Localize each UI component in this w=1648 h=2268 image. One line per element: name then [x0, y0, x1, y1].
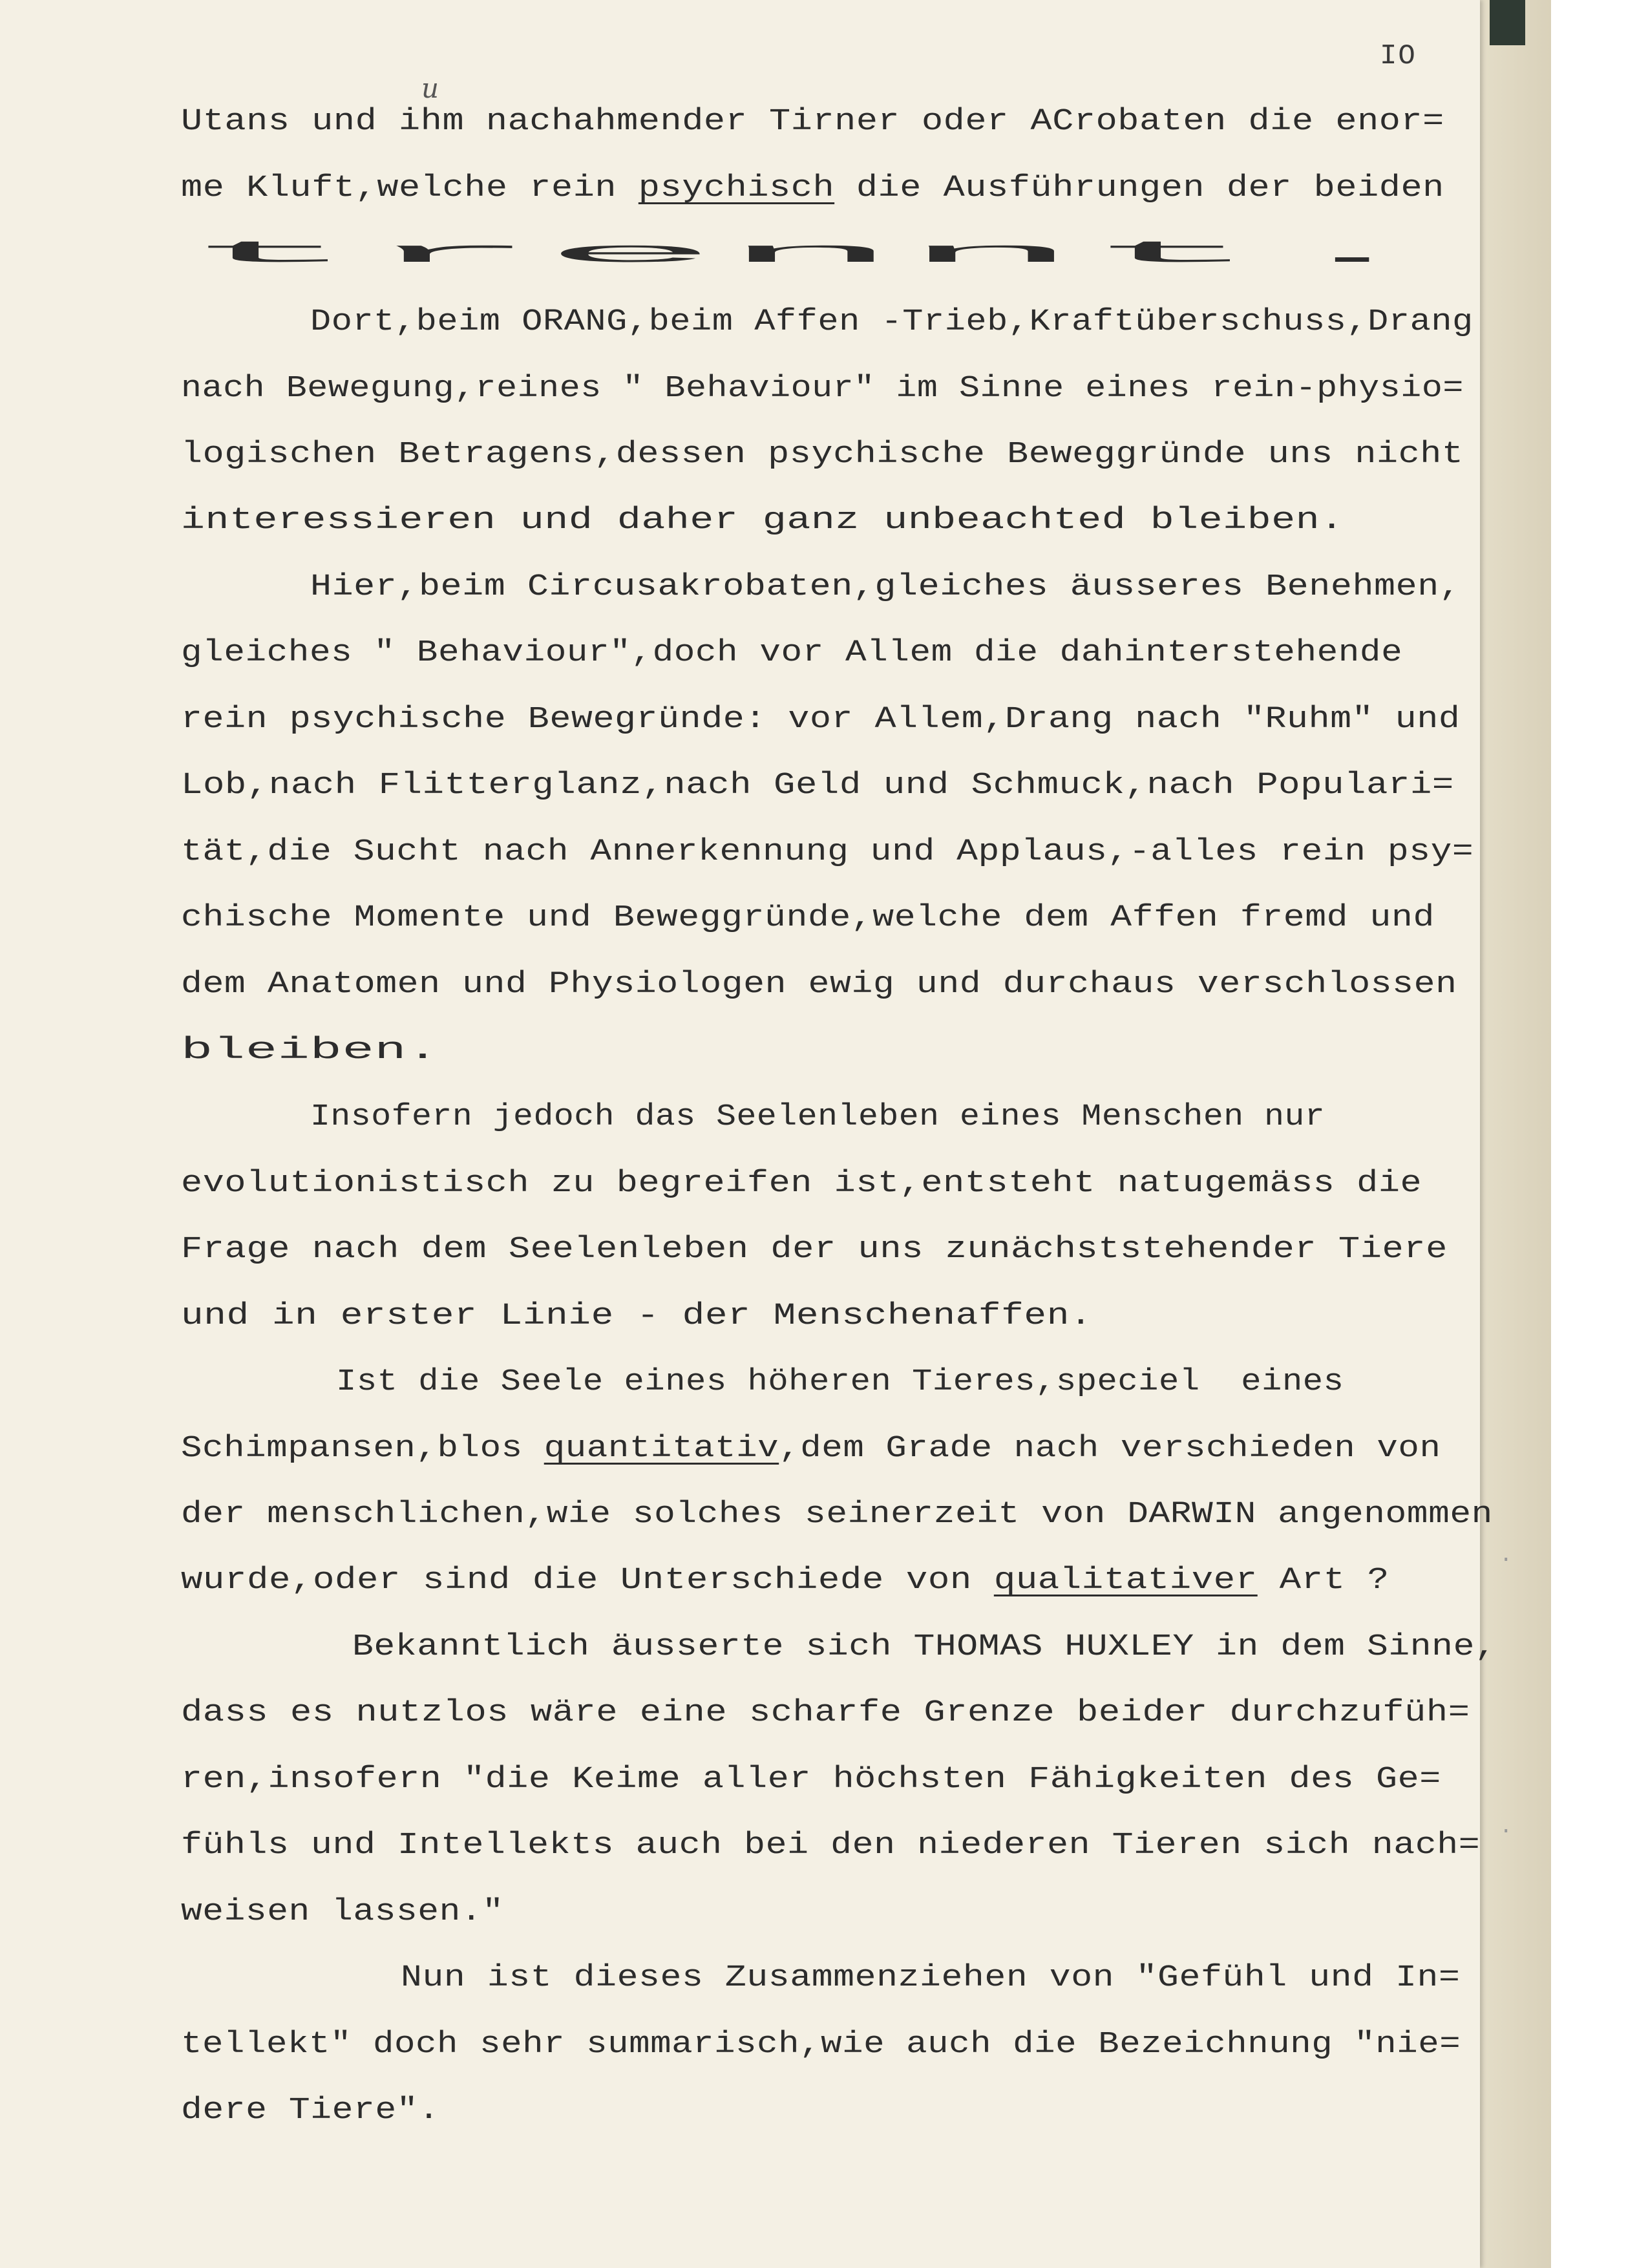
- text-line: Nun ist dieses Zusammenziehen von "Gefühl und In=: [401, 1961, 1461, 1995]
- text-segment: me Kluft,welche rein: [181, 171, 639, 206]
- text-line: rein psychische Bewegründe: vor Allem,Drang nach "Ruhm" und: [181, 703, 1461, 737]
- underlined-word: quantitativ: [544, 1432, 779, 1466]
- text-line: [181, 1565, 1389, 1596]
- text-line: und in erster Linie - der Menschenaffen.: [181, 1299, 1093, 1333]
- text-line: logischen Betragens,dessen psychische Beweggründe uns nicht: [181, 438, 1464, 472]
- text-line: bleiben.: [181, 1033, 439, 1068]
- text-line: interessieren und daher ganz unbeachted bleiben.: [181, 503, 1344, 538]
- text-line: trennt.: [181, 237, 1444, 271]
- text-line: gleiches " Behaviour",doch vor Allem die dahinterstehende: [181, 636, 1403, 670]
- underlined-word: qualitativer: [993, 1563, 1258, 1598]
- text-line: dass es nutzlos wäre eine scharfe Grenze beider durchzufüh=: [181, 1696, 1470, 1730]
- text-line: Dort,beim ORANG,beim Affen -Trieb,Kraftüberschuss,Drang: [310, 305, 1474, 339]
- text-line: der menschlichen,wie solches seinerzeit von DARWIN angenommen: [181, 1498, 1493, 1532]
- text-line: weisen lassen.": [181, 1895, 504, 1929]
- text-segment: wurde,oder sind die Unterschiede von: [181, 1563, 994, 1598]
- text-line: evolutionistisch zu begreifen ist,entsteht natugemäss die: [181, 1167, 1422, 1201]
- text-segment: Schimpansen,blos: [181, 1432, 544, 1466]
- text-line: Hier,beim Circusakrobaten,gleiches äusseres Benehmen,: [310, 570, 1461, 604]
- page-number: IO: [1380, 40, 1417, 72]
- margin-mark: .: [1499, 1543, 1513, 1568]
- text-line: [181, 1434, 1441, 1464]
- text-segment: ,dem Grade nach verschieden von: [779, 1432, 1441, 1466]
- text-line: [181, 173, 1444, 204]
- text-segment: Art ?: [1257, 1563, 1389, 1598]
- backing-sheet-edge: [1480, 0, 1551, 2268]
- text-line: Ist die Seele eines höheren Tieres,speciel eines: [336, 1365, 1344, 1399]
- text-line: ren,insofern "die Keime aller höchsten Fähigkeiten des Ge=: [181, 1763, 1441, 1797]
- text-line: fühls und Intellekts auch bei den niederen Tieren sich nach=: [181, 1828, 1481, 1863]
- text-line: Insofern jedoch das Seelenleben eines Menschen nur: [310, 1100, 1326, 1134]
- background-corner: [1490, 0, 1525, 45]
- text-segment: die Ausführungen der beiden: [834, 171, 1444, 206]
- text-line: dere Tiere".: [181, 2093, 440, 2128]
- text-line: tellekt" doch sehr summarisch,wie auch die Bezeichnung "nie=: [181, 2028, 1461, 2062]
- text-line: chische Momente und Beweggründe,welche dem Affen fremd und: [181, 901, 1435, 935]
- text-line: dem Anatomen und Physiologen ewig und durchaus verschlossen: [181, 968, 1457, 1002]
- text-line: Utans und ihm nachahmender Tirner oder ACrobaten die enor=: [181, 105, 1444, 139]
- text-line: Lob,nach Flitterglanz,nach Geld und Schmuck,nach Populari=: [181, 768, 1454, 803]
- text-line: nach Bewegung,reines " Behaviour" im Sinne eines rein-physio=: [181, 372, 1464, 406]
- handwritten-correction: u: [421, 72, 439, 104]
- text-line: tät,die Sucht nach Annerkennung und Applaus,-alles rein psy=: [181, 835, 1474, 869]
- text-line: Frage nach dem Seelenleben der uns zunächststehender Tiere: [181, 1233, 1448, 1267]
- margin-mark: .: [1499, 1815, 1513, 1839]
- text-line: Bekanntlich äusserte sich THOMAS HUXLEY in dem Sinne,: [352, 1630, 1497, 1664]
- underlined-word: psychisch: [638, 171, 835, 206]
